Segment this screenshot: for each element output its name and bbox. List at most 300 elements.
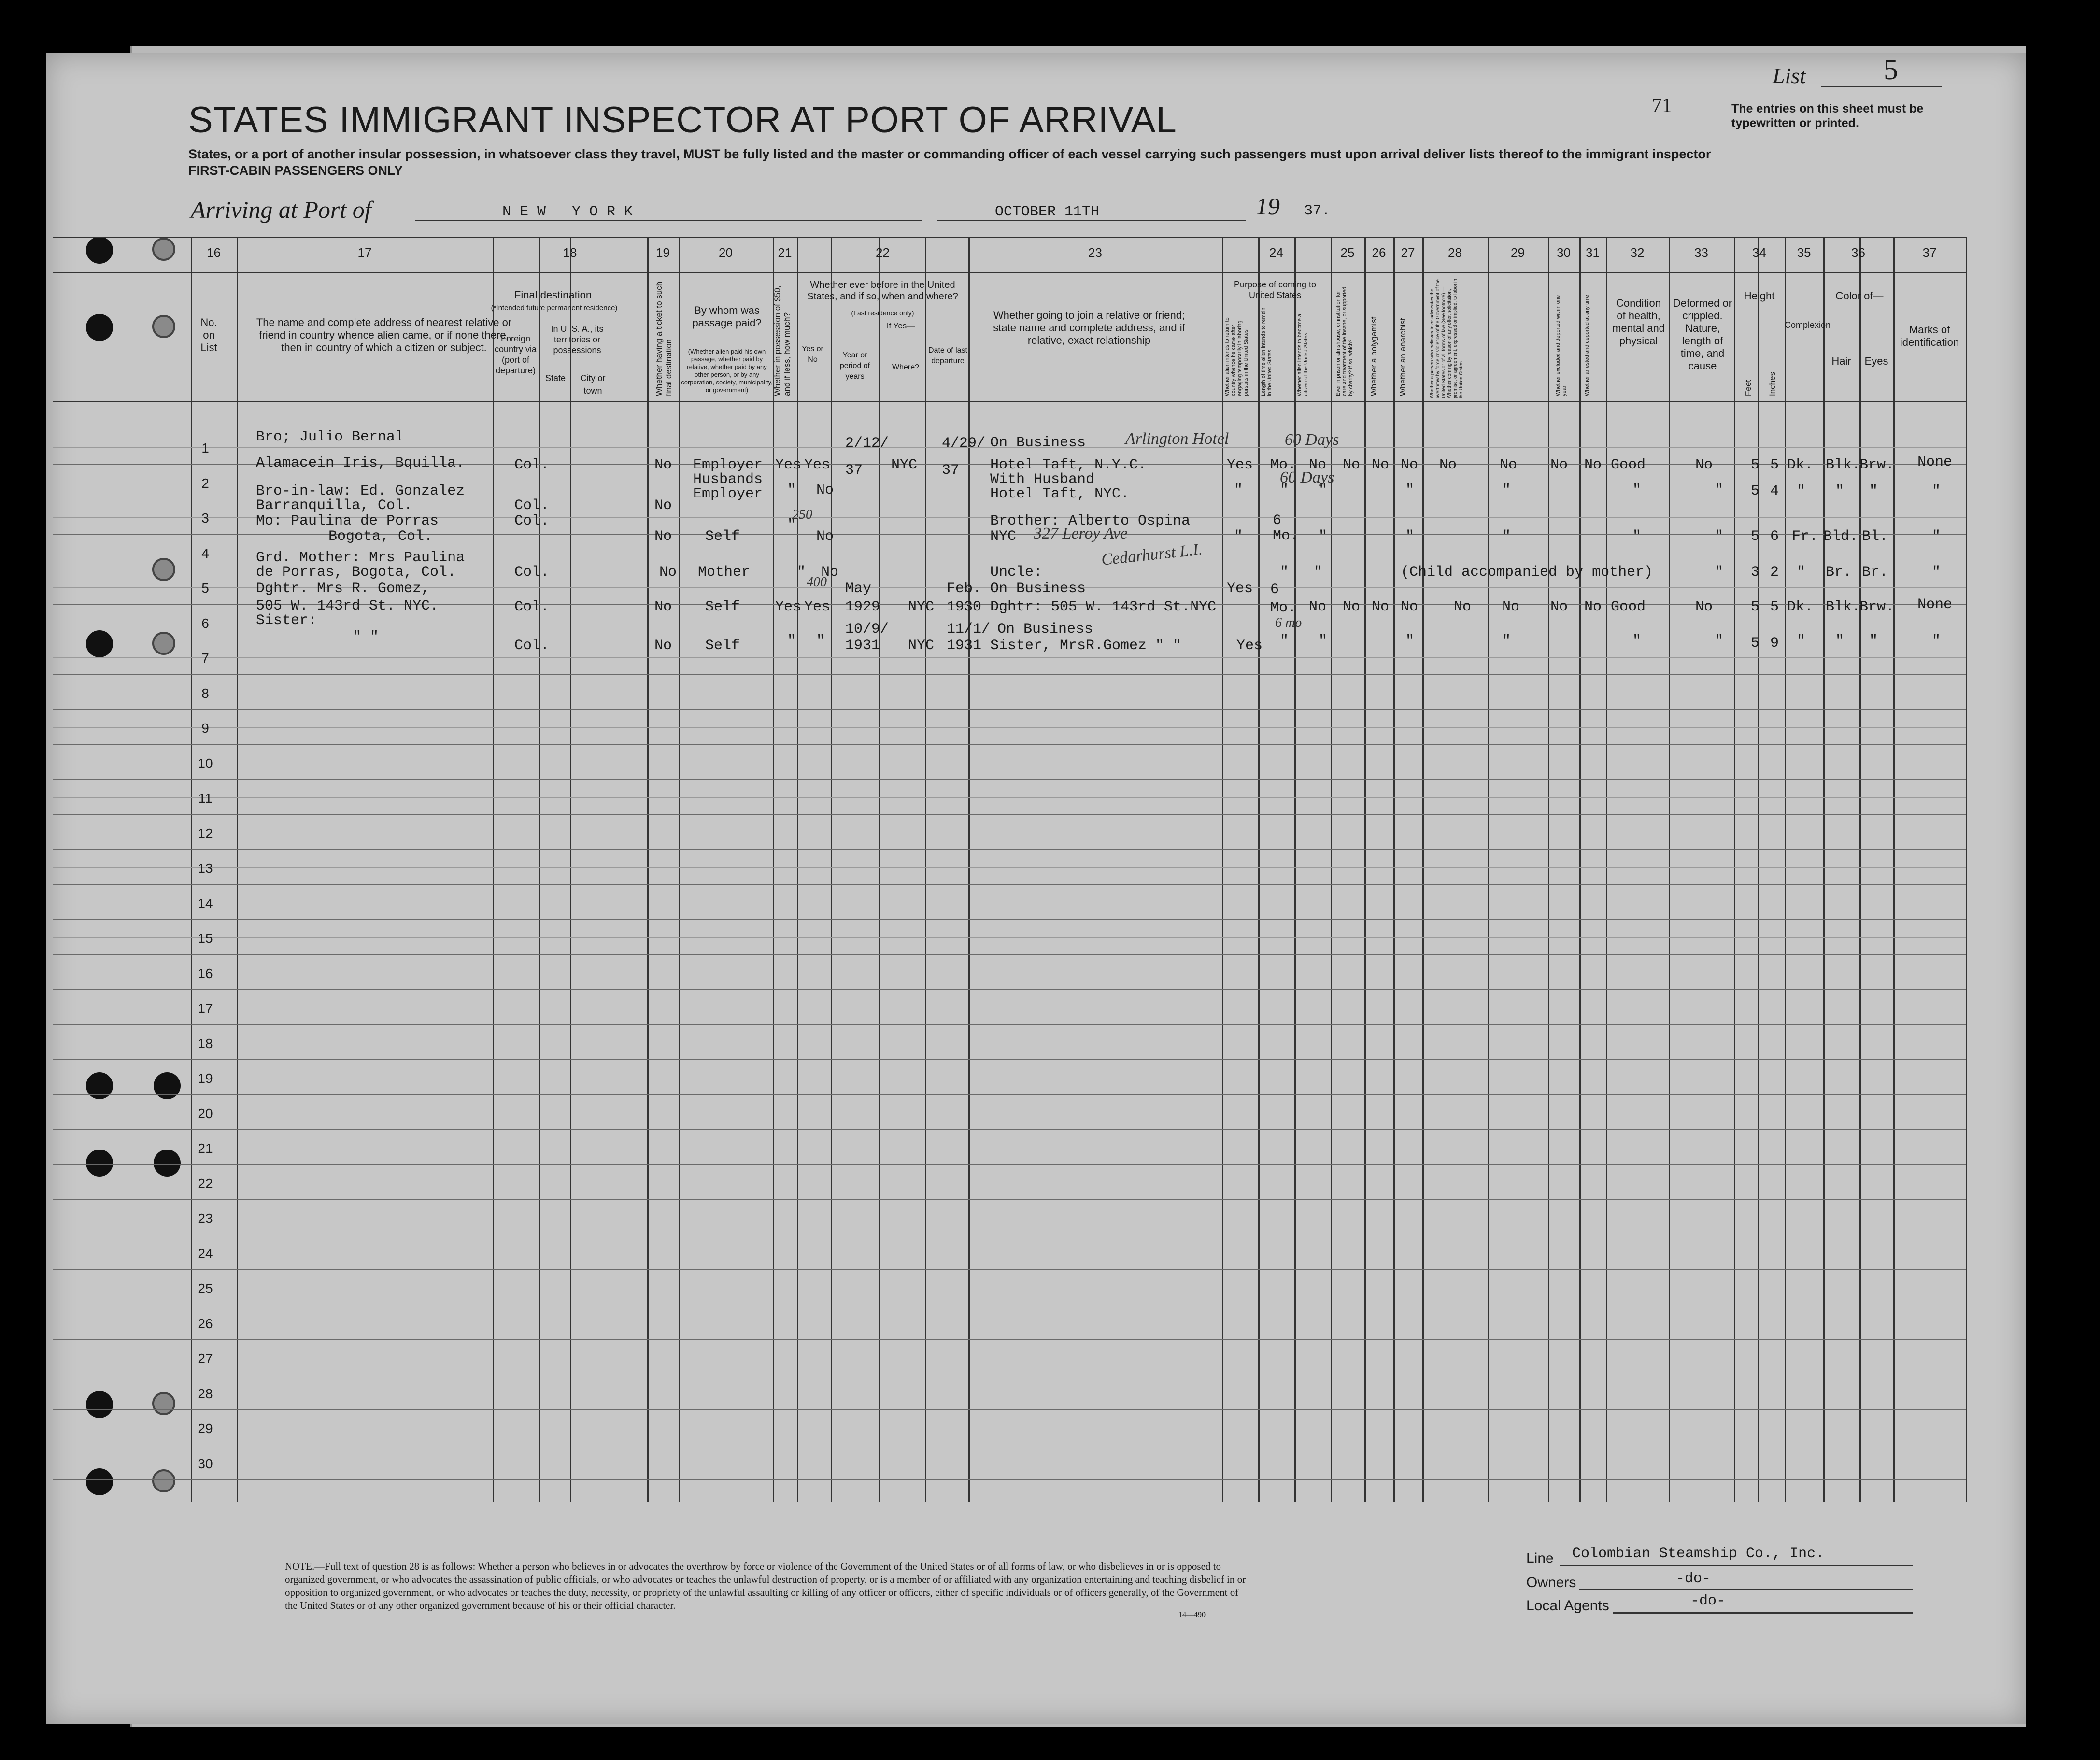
type-note: The entries on this sheet must be typewritten or printed. bbox=[1731, 102, 1924, 130]
row-number: 7 bbox=[201, 651, 209, 666]
row-subrule bbox=[53, 797, 1966, 798]
row-rule bbox=[53, 779, 1966, 780]
row2-purpose-b: " bbox=[1280, 482, 1289, 498]
header-condition: Condition of health, mental and physical bbox=[1612, 297, 1665, 347]
handwritten-address: 327 Leroy Ave bbox=[1034, 525, 1128, 542]
row6-ditto: " bbox=[1319, 633, 1328, 649]
row3-joining-2: NYC bbox=[990, 528, 1017, 545]
row3-before: No bbox=[816, 528, 834, 545]
row4-before: No bbox=[821, 564, 839, 581]
header-purpose: Purpose of coming to United States bbox=[1234, 280, 1317, 300]
row2-marks: " bbox=[1932, 483, 1941, 499]
row4-purpose-b: " bbox=[1314, 564, 1323, 581]
row5-before: Yes bbox=[804, 599, 831, 615]
header-hair: Hair bbox=[1831, 355, 1851, 367]
row1-anarchist: No bbox=[1401, 457, 1419, 473]
row2-purpose-a: " bbox=[1234, 482, 1243, 498]
arrival-date: OCTOBER 11TH bbox=[995, 204, 1100, 220]
row-number: 6 bbox=[201, 615, 209, 631]
row3-ticket: No bbox=[654, 528, 672, 545]
row2-before: No bbox=[816, 482, 834, 498]
row6-year-1: 10/9/ bbox=[845, 621, 889, 638]
row-number: 30 bbox=[198, 1456, 213, 1471]
row1-hair: Blk. bbox=[1826, 457, 1861, 473]
row5-condition: Good bbox=[1611, 599, 1646, 615]
column-number: 36 bbox=[1851, 245, 1865, 260]
row5-purpose-b: 6 Mo. bbox=[1270, 582, 1297, 616]
row4-ditto: " bbox=[1715, 564, 1724, 581]
row5-marks: None bbox=[1917, 596, 1953, 613]
row-rule bbox=[53, 1269, 1966, 1270]
row-number: 25 bbox=[198, 1281, 213, 1296]
header-inches: Inches bbox=[1768, 371, 1777, 396]
form-number: 14—490 bbox=[1178, 1611, 1206, 1619]
row3-ditto: " bbox=[1405, 528, 1415, 545]
arriving-label: Arriving at Port of bbox=[191, 196, 371, 223]
handwritten-days: 60 Days bbox=[1280, 468, 1334, 486]
header-complexion: Complexion bbox=[1785, 320, 1831, 330]
row-rule bbox=[53, 989, 1966, 990]
header-purpose-a: Whether alien intends to return to country whence he came after engaging temporarily in laboring pursuits in the United States bbox=[1224, 317, 1249, 396]
column-number: 19 bbox=[656, 245, 670, 260]
relative-entry: " " bbox=[353, 629, 379, 645]
row5-departure-1: Feb. bbox=[947, 581, 982, 597]
row1-prison: No bbox=[1343, 457, 1361, 473]
owners-underline bbox=[1579, 1589, 1913, 1590]
header-by-whom: By whom was passage paid? bbox=[692, 304, 762, 329]
year-suffix: 37. bbox=[1304, 203, 1331, 219]
row1-eyes: Brw. bbox=[1859, 457, 1895, 473]
header-by-whom-note: (Whether alien paid his own passage, whether paid by relative, whether paid by any other person, or by any corporation, society, municipality, or government) bbox=[681, 348, 773, 394]
list-label: List bbox=[1773, 63, 1806, 88]
column-divider bbox=[570, 237, 571, 1502]
row4-complexion: " bbox=[1797, 564, 1806, 581]
column-divider bbox=[493, 237, 494, 1502]
header-where: Where? bbox=[892, 363, 920, 371]
column-divider bbox=[1488, 237, 1489, 1502]
row3-ditto: " bbox=[1319, 528, 1328, 545]
row6-inches: 9 bbox=[1770, 635, 1779, 652]
row5-arrested: No bbox=[1584, 599, 1602, 615]
header-deformed: Deformed or crippled. Nature, length of time, and cause bbox=[1673, 297, 1732, 372]
column-divider bbox=[1669, 237, 1670, 1502]
column-number: 25 bbox=[1340, 245, 1355, 260]
row1-offer: No bbox=[1500, 457, 1518, 473]
row5-offer: No bbox=[1502, 599, 1520, 615]
header-purpose-b: Length of time alien intends to remain in the United States bbox=[1261, 307, 1273, 396]
row-number: 27 bbox=[198, 1351, 213, 1366]
column-number: 18 bbox=[563, 245, 577, 260]
row1-joining-2: Hotel Taft, N.Y.C. bbox=[990, 457, 1147, 473]
column-number: 35 bbox=[1797, 245, 1811, 260]
row5-anarchist: No bbox=[1401, 599, 1419, 615]
row5-paid: Self bbox=[705, 599, 740, 615]
row1-condition: Good bbox=[1611, 457, 1646, 473]
column-divider bbox=[1294, 237, 1296, 1502]
row-number: 16 bbox=[198, 965, 213, 981]
column-number: 33 bbox=[1694, 245, 1708, 260]
row2-possession: " bbox=[787, 482, 796, 498]
row1-year: 2/12/ 37 bbox=[845, 435, 889, 479]
column-divider bbox=[968, 237, 970, 1502]
row6-ticket: No bbox=[654, 638, 672, 654]
row-rule bbox=[53, 674, 1966, 675]
row6-joining-2: Sister, MrsR.Gomez " " bbox=[990, 638, 1182, 654]
row-number: 20 bbox=[198, 1106, 213, 1121]
row5-year-2: 1929 bbox=[845, 599, 880, 615]
row-rule bbox=[53, 814, 1966, 815]
relative-entry: 505 W. 143rd St. NYC. bbox=[256, 598, 439, 614]
header-overthrow: Whether a person who believes in or advocates the overthrow by force or violence of the Government of the United States or of all forms of law (See footnote) — Whether coming by reason of any offer, solicitation, promise, or agreement, expressed or implied, to labor in the United States bbox=[1430, 279, 1464, 398]
owners-label: Owners bbox=[1526, 1575, 1576, 1590]
header-possession: Whether in possession of $50, and if less, how much? bbox=[773, 285, 792, 396]
row4-hair: Br. bbox=[1826, 564, 1852, 581]
row-rule bbox=[53, 1024, 1966, 1025]
column-divider bbox=[679, 237, 680, 1502]
row-rule bbox=[53, 849, 1966, 850]
header-excluded: Whether excluded and deported within one year bbox=[1555, 295, 1567, 396]
row1-departure: 4/29/ 37 bbox=[942, 435, 986, 479]
row4-ticket: No bbox=[659, 564, 677, 581]
footnote: NOTE.—Full text of question 28 is as follows: Whether a person who believes in or advocates the overthrow by force or violence of the Government of the United States or of all forms of law, or who disbelieves in or is opposed to organized government, or who advocates the assassination of public officials, or who advocates or teaches the unlawful destruction of property, or is a member of or affiliated with any organization entertaining and teaching disbelief in or opposition to organized government, or who advocates or teaches the duty, necessity, or propriety of the unlawful assaulting or killing of any officer or officers, either of specific individuals or of officers generally, of the Government of the United States or of any other organized government because of his or their official character. bbox=[285, 1561, 1246, 1611]
row-number: 21 bbox=[198, 1141, 213, 1156]
column-divider bbox=[773, 237, 774, 1502]
owners-value: -do- bbox=[1676, 1571, 1711, 1587]
column-number: 29 bbox=[1511, 245, 1525, 260]
relative-entry: Bro-in-law: Ed. Gonzalez bbox=[256, 483, 465, 499]
row6-purpose-a: Yes bbox=[1236, 638, 1263, 654]
column-divider bbox=[1606, 237, 1607, 1502]
row-number: 13 bbox=[198, 861, 213, 876]
column-divider bbox=[1758, 237, 1759, 1502]
agents-label: Local Agents bbox=[1526, 1598, 1609, 1614]
column-number: 37 bbox=[1922, 245, 1937, 260]
row-number: 26 bbox=[198, 1316, 213, 1331]
header-final-destination: Final destination bbox=[514, 289, 592, 301]
row3-ditto: " bbox=[1632, 528, 1642, 545]
row1-excluded: No bbox=[1550, 457, 1568, 473]
header-purpose-c: Whether alien intends to become a citizen of the United States bbox=[1297, 314, 1309, 396]
header-rule bbox=[53, 401, 1966, 402]
row1-arrested: No bbox=[1584, 457, 1602, 473]
row1-feet: 5 bbox=[1751, 457, 1760, 473]
relative-entry: Barranquilla, Col. bbox=[256, 497, 413, 514]
row1-purpose-a: Yes bbox=[1227, 457, 1253, 473]
row1-deformed: No bbox=[1695, 457, 1713, 473]
row1-purpose-b: Mo. bbox=[1270, 457, 1297, 473]
passenger-class: FIRST-CABIN PASSENGERS ONLY bbox=[188, 163, 403, 178]
row-subrule bbox=[53, 867, 1966, 868]
row-rule bbox=[53, 709, 1966, 710]
column-divider bbox=[831, 237, 832, 1502]
column-divider bbox=[1331, 237, 1332, 1502]
row1-foreign: Col. bbox=[514, 457, 550, 473]
column-number: 28 bbox=[1448, 245, 1462, 260]
row4-possession: " bbox=[797, 564, 806, 581]
row3-complexion: Fr. bbox=[1792, 528, 1818, 545]
row6-joining-1: On Business bbox=[997, 621, 1093, 638]
row-number: 11 bbox=[198, 791, 213, 806]
column-number: 16 bbox=[207, 245, 221, 260]
row4-eyes: Br. bbox=[1862, 564, 1888, 581]
row5-complexion: Dk. bbox=[1787, 599, 1814, 615]
row2-foreign: Col. bbox=[514, 497, 550, 514]
row2-ditto: " bbox=[1715, 482, 1724, 498]
row3-feet: 5 bbox=[1751, 528, 1760, 545]
row-number: 2 bbox=[201, 475, 209, 491]
relative-entry: Alamacein Iris, Bquilla. bbox=[256, 455, 465, 471]
row2-ditto: " bbox=[1319, 482, 1328, 498]
row3-paid: Self bbox=[705, 528, 740, 545]
port-underline bbox=[415, 220, 922, 221]
header-ever-before: Whether ever before in the United States, and if so, when and where? bbox=[807, 280, 958, 302]
header-polygamist: Whether a polygamist bbox=[1369, 316, 1378, 396]
row5-inches: 5 bbox=[1770, 599, 1779, 615]
column-divider bbox=[1364, 237, 1366, 1502]
column-divider bbox=[1579, 237, 1581, 1502]
row3-inches: 6 bbox=[1770, 528, 1779, 545]
column-number: 26 bbox=[1372, 245, 1386, 260]
row-number: 23 bbox=[198, 1211, 213, 1226]
line-underline bbox=[1560, 1565, 1913, 1566]
column-divider bbox=[1893, 237, 1895, 1502]
column-number: 17 bbox=[357, 245, 372, 260]
row-number: 18 bbox=[198, 1036, 213, 1051]
header-city: City or town bbox=[580, 373, 606, 396]
row3-ditto: " bbox=[1715, 528, 1724, 545]
column-divider bbox=[1548, 237, 1549, 1502]
row5-joining-2: Dghtr: 505 W. 143rd St.NYC bbox=[990, 599, 1217, 615]
column-divider bbox=[797, 237, 798, 1502]
header-last-departure: Date of last departure bbox=[928, 346, 967, 365]
column-divider bbox=[1422, 237, 1424, 1502]
year-prefix: 19 bbox=[1256, 193, 1280, 220]
row5-hair: Blk. bbox=[1826, 599, 1861, 615]
row1-joining-1: On Business bbox=[990, 435, 1086, 451]
handwritten-cedarhurst: Cedarhurst L.I. bbox=[1100, 540, 1204, 569]
row-number: 19 bbox=[198, 1071, 213, 1086]
row6-ditto: " bbox=[1405, 633, 1415, 649]
row-rule bbox=[53, 1339, 1966, 1340]
instructions-text: States, or a port of another insular possession, in whatsoever class they travel, MUST be fully listed and the master or commanding officer of each vessel carrying such passengers must upon arrival deliver lists thereof to the immigrant inspector bbox=[188, 147, 1711, 161]
column-divider bbox=[539, 237, 540, 1502]
row2-paid-1: Husbands bbox=[693, 471, 763, 488]
row6-ditto: " bbox=[1632, 633, 1642, 649]
row3-possession: " bbox=[787, 517, 796, 533]
row2-hair: " bbox=[1835, 483, 1845, 499]
handwritten-days: 60 Days bbox=[1285, 431, 1339, 449]
header-color-of: Color of— bbox=[1835, 290, 1884, 302]
row6-year-2: 1931 bbox=[845, 638, 880, 654]
header-joining: Whether going to join a relative or friend; state name and complete address, and if relative, exact relationship bbox=[993, 309, 1185, 346]
row-number: 4 bbox=[201, 545, 209, 561]
row2-paid-2: Employer bbox=[693, 486, 763, 502]
row1-before: Yes bbox=[804, 457, 831, 473]
row-number: 28 bbox=[198, 1386, 213, 1401]
header-prison: Ever in prison or almshouse, or institution for care and treatment of the insane, or supported by charity? If so, which? bbox=[1335, 286, 1354, 396]
header-arrested: Whether arrested and deported at any time bbox=[1584, 295, 1590, 396]
column-divider bbox=[647, 237, 649, 1502]
column-divider bbox=[1222, 237, 1223, 1502]
row1-marks: None bbox=[1917, 454, 1953, 470]
row6-paid: Self bbox=[705, 638, 740, 654]
header-no-on-list: No. on List bbox=[200, 316, 217, 354]
row6-departure-2: 1931 bbox=[947, 638, 982, 654]
instructions bbox=[188, 146, 1734, 179]
row-subrule bbox=[53, 937, 1966, 938]
relative-entry: de Porras, Bogota, Col. bbox=[256, 564, 456, 581]
row2-joining-1: With Husband bbox=[990, 471, 1095, 488]
handwritten-amount: 400 bbox=[807, 575, 827, 590]
header-year-period: Year or period of years bbox=[839, 351, 870, 381]
row6-marks: " bbox=[1932, 633, 1941, 649]
list-underline bbox=[1821, 86, 1942, 87]
row1-complexion: Dk. bbox=[1787, 457, 1814, 473]
row1-where: NYC bbox=[891, 457, 918, 473]
relative-entry: Bogota, Col. bbox=[328, 528, 433, 545]
relative-entry: Dghtr. Mrs R. Gomez, bbox=[256, 581, 430, 597]
column-number: 32 bbox=[1630, 245, 1645, 260]
row5-foreign: Col. bbox=[514, 599, 550, 615]
header-ever-before-note: (Last residence only) bbox=[851, 309, 914, 317]
header-anarchist: Whether an anarchist bbox=[1398, 318, 1407, 396]
row2-complexion: " bbox=[1797, 483, 1806, 499]
row4-paid: Mother bbox=[698, 564, 751, 581]
line-label: Line bbox=[1526, 1550, 1554, 1566]
row-rule bbox=[53, 954, 1966, 955]
row2-feet: 5 bbox=[1751, 483, 1760, 499]
row3-eyes: Bl. bbox=[1862, 528, 1888, 545]
header-final-destination-note: (*Intended future permanent residence) bbox=[491, 304, 618, 312]
row6-foreign: Col. bbox=[514, 638, 550, 654]
column-number: 24 bbox=[1269, 245, 1283, 260]
column-number: 22 bbox=[876, 245, 890, 260]
row6-ditto: " bbox=[1502, 633, 1511, 649]
header-in-usa: In U. S. A., its territories or possessions bbox=[551, 324, 604, 355]
row-number: 14 bbox=[198, 895, 213, 911]
header-foreign-country: Foreign country via (port of departure) bbox=[494, 334, 537, 375]
row1-ticket: No bbox=[654, 457, 672, 473]
port-of-arrival: NEW YORK bbox=[502, 204, 642, 220]
row-rule bbox=[53, 744, 1966, 745]
row3-foreign: Col. bbox=[514, 513, 550, 529]
agents-underline bbox=[1613, 1612, 1913, 1614]
row-number: 8 bbox=[201, 685, 209, 701]
column-divider bbox=[1785, 237, 1786, 1502]
column-divider bbox=[1393, 237, 1395, 1502]
row-number: 12 bbox=[198, 825, 213, 841]
row3-purpose-a: " bbox=[1234, 528, 1243, 545]
handwritten-duration: 6 mo bbox=[1275, 615, 1302, 630]
header-ticket: Whether having a ticket to such final destination bbox=[654, 281, 673, 396]
row6-where: NYC bbox=[908, 638, 935, 654]
row-rule bbox=[53, 1094, 1966, 1095]
row-number: 17 bbox=[198, 1001, 213, 1016]
row5-year-1: May bbox=[845, 581, 872, 597]
row6-purpose-b: " bbox=[1280, 633, 1289, 649]
column-divider bbox=[1823, 237, 1825, 1502]
row-number: 3 bbox=[201, 511, 209, 525]
row1-paid: Employer bbox=[693, 457, 763, 473]
row5-joining-1: On Business bbox=[990, 581, 1086, 597]
row6-before: " bbox=[816, 633, 825, 649]
column-number: 23 bbox=[1088, 245, 1102, 260]
column-number: 30 bbox=[1557, 245, 1571, 260]
row5-ticket: No bbox=[654, 599, 672, 615]
row-number: 29 bbox=[198, 1421, 213, 1436]
row6-hair: " bbox=[1835, 633, 1845, 649]
row1-purpose-c: No bbox=[1309, 457, 1327, 473]
header-marks: Marks of identification bbox=[1900, 324, 1959, 348]
row-number: 1 bbox=[201, 440, 209, 455]
row3-ditto: " bbox=[1502, 528, 1511, 545]
row6-ditto: " bbox=[1715, 633, 1724, 649]
steamship-line: Colombian Steamship Co., Inc. bbox=[1572, 1546, 1825, 1562]
header-relative: The name and complete address of nearest relative or friend in country whence alien came, or if none there, then in country of which a citizen or subject. bbox=[256, 316, 512, 354]
handwritten-hotel: Arlington Hotel bbox=[1125, 430, 1229, 448]
row-rule bbox=[53, 1409, 1966, 1410]
row-number: 10 bbox=[198, 755, 213, 771]
row-subrule bbox=[53, 727, 1966, 728]
row5-feet: 5 bbox=[1751, 599, 1760, 615]
column-number: 21 bbox=[778, 245, 792, 260]
relative-entry: Mo: Paulina de Porras bbox=[256, 513, 439, 529]
relative-entry: Bro; Julio Bernal bbox=[256, 429, 404, 445]
row1-possession: Yes bbox=[775, 457, 802, 473]
header-height: Height bbox=[1744, 290, 1775, 302]
row4-marks: " bbox=[1932, 564, 1941, 581]
row2-ditto: " bbox=[1405, 482, 1415, 498]
row2-inches: 4 bbox=[1770, 483, 1779, 499]
row6-eyes: " bbox=[1869, 633, 1878, 649]
handwritten-amount: 250 bbox=[792, 507, 812, 522]
row5-purpose-c: No bbox=[1309, 599, 1327, 615]
column-number: 34 bbox=[1752, 245, 1766, 260]
row5-possession: Yes bbox=[775, 599, 802, 615]
row2-ditto: " bbox=[1632, 482, 1642, 498]
column-number: 27 bbox=[1401, 245, 1415, 260]
row2-ditto: " bbox=[1502, 482, 1511, 498]
row6-departure-1: 11/1/ bbox=[947, 621, 991, 638]
relative-entry: Sister: bbox=[256, 612, 317, 629]
row4-note: (Child accompanied by mother) bbox=[1401, 564, 1653, 581]
agents-value: -do- bbox=[1690, 1593, 1726, 1609]
column-divider bbox=[879, 237, 880, 1502]
header-if-yes: If Yes— bbox=[886, 321, 915, 330]
row6-feet: 5 bbox=[1751, 635, 1760, 652]
page-title: STATES IMMIGRANT INSPECTOR AT PORT OF ARRIVAL bbox=[188, 99, 1177, 141]
row6-possession: " bbox=[787, 633, 796, 649]
row1-polygamist: No bbox=[1372, 457, 1390, 473]
header-state: State bbox=[545, 373, 566, 383]
row5-deformed: No bbox=[1695, 599, 1713, 615]
row5-overthrow: No bbox=[1454, 599, 1472, 615]
row-rule bbox=[53, 884, 1966, 885]
row-number: 9 bbox=[201, 721, 209, 736]
column-divider bbox=[1258, 237, 1260, 1502]
row-number: 24 bbox=[198, 1246, 213, 1261]
relative-entry: Grd. Mother: Mrs Paulina bbox=[256, 550, 465, 566]
column-divider bbox=[1966, 237, 1967, 1502]
row2-eyes: " bbox=[1869, 483, 1878, 499]
sheet-number: 71 bbox=[1652, 95, 1672, 117]
row-rule bbox=[53, 1164, 1966, 1165]
row3-hair: Bld. bbox=[1823, 528, 1859, 545]
row-rule bbox=[53, 919, 1966, 920]
row-subrule bbox=[53, 657, 1966, 658]
row3-purpose-b: 6 Mo. bbox=[1273, 512, 1299, 544]
row4-joining-1: Uncle: bbox=[990, 564, 1043, 581]
